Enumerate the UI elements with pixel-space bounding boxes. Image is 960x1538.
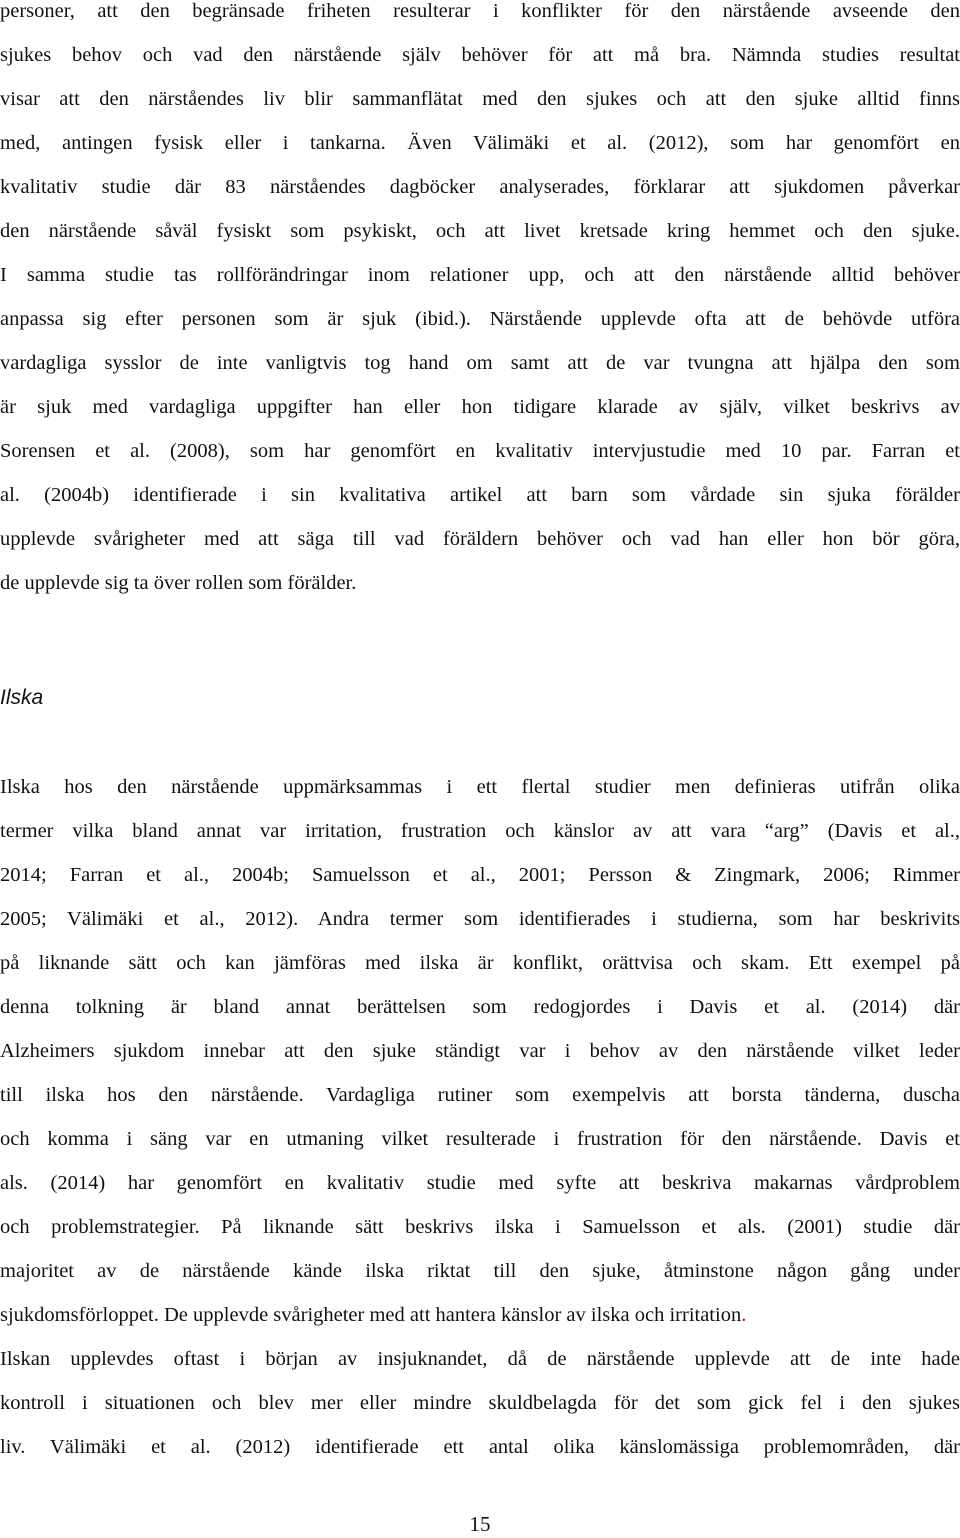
- page-number: 15: [469, 1512, 491, 1536]
- text-line: visar att den närståendes liv blir sammanflätat med den sjukes och att den sjuke alltid finns: [0, 88, 960, 110]
- text-line: Ilskan upplevdes oftast i början av insjuknandet, då de närstående upplevde att de inte hade: [0, 1348, 960, 1370]
- text-line: al. (2004b) identifierade i sin kvalitativa artikel att barn som vårdade sin sjuka förälder: [0, 484, 960, 506]
- text-line: och komma i säng var en utmaning vilket resulterade i frustration för den närstående. Davis et: [0, 1128, 960, 1150]
- text-line: I samma studie tas rollförändringar inom relationer upp, och att den närstående alltid behöver: [0, 264, 960, 286]
- text-line: den närstående såväl fysiskt som psykiskt, och att livet kretsade kring hemmet och den sjuke.: [0, 220, 960, 242]
- text-line: denna tolkning är bland annat berättelsen som redogjordes i Davis et al. (2014) där: [0, 996, 960, 1018]
- text-line: kvalitativ studie där 83 närståendes dagböcker analyserades, förklarar att sjukdomen påverkar: [0, 176, 960, 198]
- text-line: liv. Välimäki et al. (2012) identifierade ett antal olika känslomässiga problemområden, där: [0, 1436, 960, 1458]
- text-line: sjukes behov och vad den närstående själv behöver för att må bra. Nämnda studies resultat: [0, 44, 960, 66]
- text-line: på liknande sätt och kan jämföras med ilska är konflikt, orättvisa och skam. Ett exempel på: [0, 952, 960, 974]
- text-line: majoritet av de närstående kände ilska riktat till den sjuke, åtminstone någon gång under: [0, 1260, 960, 1282]
- red-period-mark: .: [741, 1304, 747, 1326]
- text-line: 2014; Farran et al., 2004b; Samuelsson et al., 2001; Persson & Zingmark, 2006; Rimmer: [0, 864, 960, 886]
- text-line: termer vilka bland annat var irritation, frustration och känslor av att vara “arg” (Davis et al.,: [0, 820, 960, 842]
- text-line: Ilska hos den närstående uppmärksammas i ett flertal studier men definieras utifrån olika: [0, 776, 960, 798]
- text-line: personer, att den begränsade friheten resulterar i konflikter för den närstående avseende den: [0, 0, 960, 22]
- text-line: med, antingen fysisk eller i tankarna. Även Välimäki et al. (2012), som har genomfört en: [0, 132, 960, 154]
- text-line: Sorensen et al. (2008), som har genomfört en kvalitativ intervjustudie med 10 par. Farran et: [0, 440, 960, 462]
- text-line: anpassa sig efter personen som är sjuk (ibid.). Närstående upplevde ofta att de behövde utföra: [0, 308, 960, 330]
- text-line: Alzheimers sjukdom innebar att den sjuke ständigt var i behov av den närstående vilket leder: [0, 1040, 960, 1062]
- text-line: 2005; Välimäki et al., 2012). Andra termer som identifierades i studierna, som har beskrivits: [0, 908, 960, 930]
- text-line: de upplevde sig ta över rollen som förälder.: [0, 572, 357, 594]
- text-line: vardagliga sysslor de inte vanligtvis tog hand om samt att de var tvungna att hjälpa den som: [0, 352, 960, 374]
- text-line: upplevde svårigheter med att säga till vad föräldern behöver och vad han eller hon bör göra,: [0, 528, 960, 550]
- text-line-content: sjukdomsförloppet. De upplevde svårigheter med att hantera känslor av ilska och irritation: [0, 1304, 742, 1326]
- text-line: kontroll i situationen och blev mer eller mindre skuldbelagda för det som gick fel i den sjukes: [0, 1392, 960, 1414]
- section-heading: Ilska: [0, 686, 44, 709]
- text-line: och problemstrategier. På liknande sätt beskrivs ilska i Samuelsson et als. (2001) studie där: [0, 1216, 960, 1238]
- text-line: till ilska hos den närstående. Vardagliga rutiner som exempelvis att borsta tänderna, duscha: [0, 1084, 960, 1106]
- text-line: als. (2014) har genomfört en kvalitativ studie med syfte att beskriva makarnas vårdproblem: [0, 1172, 960, 1194]
- text-line: är sjuk med vardagliga uppgifter han eller hon tidigare klarade av själv, vilket beskrivs av: [0, 396, 960, 418]
- text-line-with-red-period: [0, 1293, 960, 1337]
- body-paragraph-2: [0, 765, 960, 1469]
- body-paragraph-1: [0, 0, 960, 605]
